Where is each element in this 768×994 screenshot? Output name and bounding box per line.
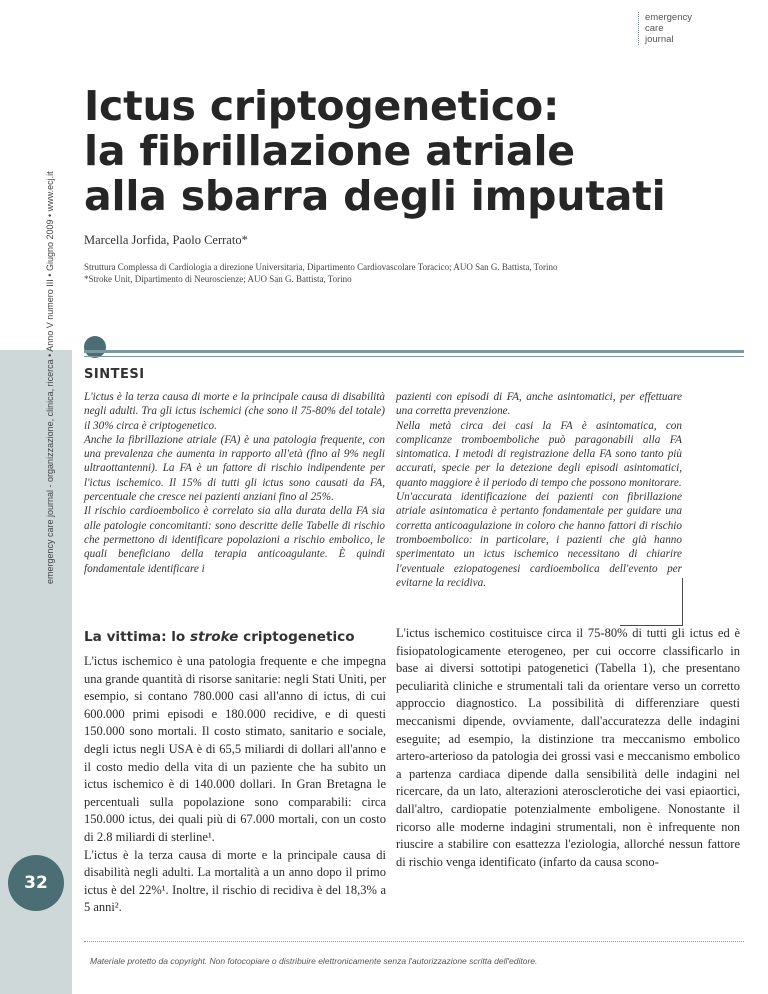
side-running-text: emergency care journal - organizzazione, clinica, ricerca • Anno V numero III • Giugno 2009 • www.ecj.it — [45, 171, 55, 584]
body-left-column — [84, 653, 386, 917]
abstract-left-column — [84, 390, 385, 576]
section-heading-part: criptogenetico — [238, 629, 355, 645]
journal-mark-line: care — [645, 23, 664, 34]
abstract-paragraph: Un'accurata identificazione dei pazienti con fibrillazione atriale asintomatica è pertanto fondamentale per guidare una corretta anticoagulazione in coloro che hanno fattori di rischio tromboembolico: in particolare, i pazienti che già hanno sperimentato un ictus ischemico necessitano di chiarire l'eventuale eziopatogenesi cardioembolica dell'evento per evitarne la recidiva. — [396, 491, 682, 589]
affiliations — [84, 262, 734, 285]
abstract-paragraph: Anche la fibrillazione atriale (FA) è una patologia frequente, con una prevalenza che aumenta in rapporto all'età (fino al 9% negli ultraottantenni). La FA è un fattore di rischio indipendente per l'ictus ischemico. Il 15% di tutti gli ictus sono causati da FA, percentuale che cresce nei pazienti anziani fino al 25%. — [84, 433, 385, 504]
abstract-paragraph: Il rischio cardioembolico è correlato sia alla durata della FA sia alle patologie concomitanti: sono descritte delle Tabelle di rischio che permettono di identificare popolazioni a rischio embolico, le quali beneficiano della terapia anticoagulante. È quindi fondamentale identificare i — [84, 505, 385, 575]
journal-mark-line: journal — [645, 34, 674, 45]
title-line: Ictus criptogenetico: — [84, 82, 560, 130]
authors: Marcella Jorfida, Paolo Cerrato* — [84, 233, 248, 247]
abstract-paragraph: L'ictus è la terza causa di morte e la principale causa di disabilità negli adulti. Tra gli ictus ischemici (che sono il 75-80% del totale) il 30% circa è criptogenetico. — [84, 391, 385, 432]
page-number: 32 — [8, 855, 64, 911]
section-heading — [84, 629, 355, 645]
copyright-footer: Materiale protetto da copyright. Non fotocopiare o distribuire elettronicamente senza l'autorizzazione scritta dell'editore. — [90, 956, 538, 966]
body-paragraph: L'ictus ischemico è una patologia frequente e che impegna una grande quantità di risorse sanitarie: negli Stati Uniti, per esempio, si contano 780.000 casi all'anno di ictus, di cui 600.000 primi episodi e 180.000 recidive, e di questi 150.000 sono mortali. Il costo stimato, sanitario e sociale, degli ictus negli USA è di 65,5 miliardi di dollari all'anno e il costo medio della vita di un paziente che ha subito un ictus ischemico è di 140.000 dollari. In Gran Bretagna le percentuali sulla popolazione sono comparabili: circa 150.000 ictus, dei quali più di 67.000 mortali, con un costo di 2.8 miliardi di sterline¹. — [84, 654, 387, 844]
affiliation-line: *Stroke Unit, Dipartimento di Neuroscienze; AUO San G. Battista, Torino — [84, 273, 352, 284]
affiliation-line: Struttura Complessa di Cardiologia a direzione Universitaria, Dipartimento Cardiovascolare Toracico; AUO San G. Battista, Torino — [84, 262, 558, 272]
abstract-paragraph: Nella metà circa dei casi la FA è asintomatica, con complicanze tromboemboliche può paragonabili alla FA sintomatica. I metodi di registrazione della FA sono tanto più accurati, specie per la detezione degli episodi asintomatici, quanto maggiore è il periodo di tempo che possono monitorare. — [396, 419, 682, 489]
journal-mark-line: emergency — [645, 12, 692, 23]
article-title — [84, 84, 744, 219]
title-line: la fibrillazione atriale — [84, 127, 575, 175]
title-line: alla sbarra degli imputati — [84, 172, 666, 220]
divider — [84, 356, 744, 357]
abstract-paragraph: pazienti con episodi di FA, anche asintomatici, per effettuare una corretta prevenzione. — [396, 391, 682, 418]
abstract-right-column — [396, 390, 682, 590]
section-heading-part: La vittima: lo — [84, 629, 190, 645]
footer-divider — [84, 941, 744, 942]
journal-mark — [638, 12, 725, 45]
sintesi-heading: SINTESI — [84, 367, 145, 382]
abstract-bracket — [682, 578, 683, 625]
section-heading-emphasis: stroke — [189, 629, 239, 645]
divider — [84, 350, 744, 353]
body-paragraph: L'ictus ischemico costituisce circa il 75-80% di tutti gli ictus ed è fisiopatologicamente eterogeneo, per cui occorre classificarlo in base ai diversi sottotipi patogenetici (Tabella 1), che presentano peculiarità cliniche e strumentali tali da orientare verso un corretto approccio diagnostico. La possibilità di differenziare questi meccanismi dipende, ovviamente, dall'accuratezza delle indagini eseguite; ad esempio, la distinzione tra meccanismo embolico artero-arterioso da patologia dei grossi vasi e meccanismo embolico a partenza cardiaca dipende dalla sensibilità delle indagini nel ricercare, da un lato, alterazioni aterosclerotiche dei vasi epiaortici, dall'altro, cardiopatie potenzialmente emboligene. Nonostante il ricorso alle moderne indagini strumentali, non è infrequente non riuscire a stabilire con esattezza l'eziologia, allorché nessun fattore di rischio venga identificato (infarto da causa scono- — [396, 626, 740, 869]
section-dot — [84, 336, 106, 358]
body-paragraph: L'ictus è la terza causa di morte e la principale causa di disabilità negli adulti. La mortalità a un anno dopo il primo ictus è del 22%¹. Inoltre, il rischio di recidiva è del 18,3% a 5 anni². — [84, 847, 386, 915]
body-right-column — [396, 625, 740, 871]
